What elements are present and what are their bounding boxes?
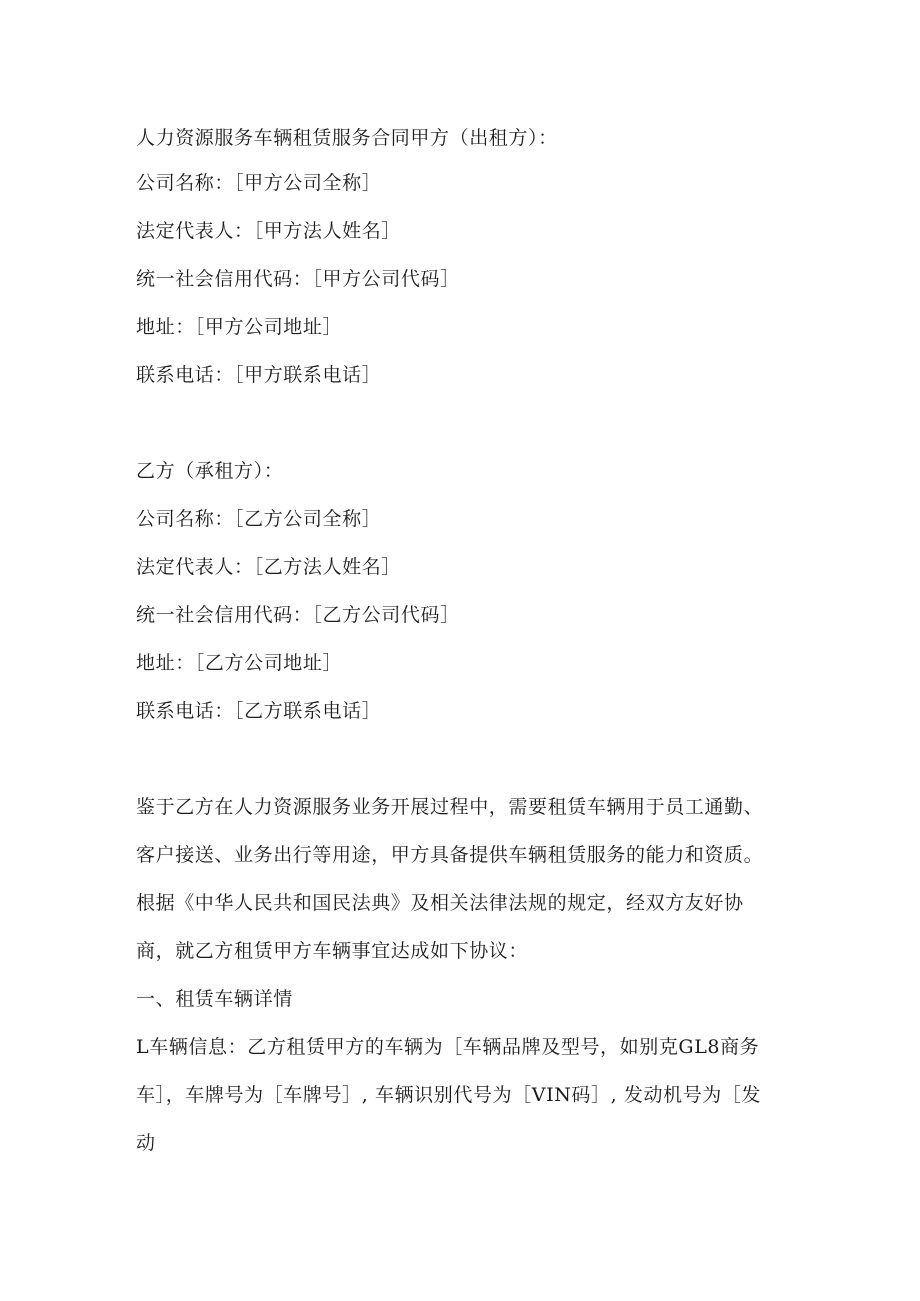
preamble-line-3: 根据《中华人民共和国民法典》及相关法律法规的规定，经双方友好协 (136, 892, 744, 914)
party-b-legal-rep: 法定代表人：［乙方法人姓名］ (136, 556, 401, 578)
party-a-phone: 联系电话：［甲方联系电话］ (136, 364, 382, 386)
vehicle-info-line-2: 车］，车牌号为［车牌号］, 车辆识别代号为［VIN码］, 发动机号为［发 (136, 1084, 762, 1106)
party-b-credit-code: 统一社会信用代码：［乙方公司代码］ (136, 604, 460, 626)
preamble-line-1: 鉴于乙方在人力资源服务业务开展过程中，需要租赁车辆用于员工通勤、 (136, 796, 764, 818)
party-b-heading: 乙方（承租方）： (136, 460, 284, 482)
section-1-heading: 一、租赁车辆详情 (136, 988, 293, 1010)
party-a-credit-code: 统一社会信用代码：［甲方公司代码］ (136, 268, 460, 290)
vehicle-info-line-1: L车辆信息：乙方租赁甲方的车辆为［车辆品牌及型号，如别克GL8商务 (136, 1036, 760, 1058)
party-b-company-name: 公司名称：［乙方公司全称］ (136, 508, 382, 530)
preamble-line-4: 商，就乙方租赁甲方车辆事宜达成如下协议： (136, 940, 529, 962)
vehicle-info-line-3: 动 (136, 1132, 156, 1154)
party-b-phone: 联系电话：［乙方联系电话］ (136, 700, 382, 722)
contract-title-line: 人力资源服务车辆租赁服务合同甲方（出租方）： (136, 127, 558, 149)
party-a-address: 地址：［甲方公司地址］ (136, 316, 343, 338)
party-b-address: 地址：［乙方公司地址］ (136, 652, 343, 674)
preamble-line-2: 客户接送、业务出行等用途，甲方具备提供车辆租赁服务的能力和资质。 (136, 844, 764, 866)
party-a-legal-rep: 法定代表人：［甲方法人姓名］ (136, 220, 401, 242)
party-a-company-name: 公司名称：［甲方公司全称］ (136, 172, 382, 194)
